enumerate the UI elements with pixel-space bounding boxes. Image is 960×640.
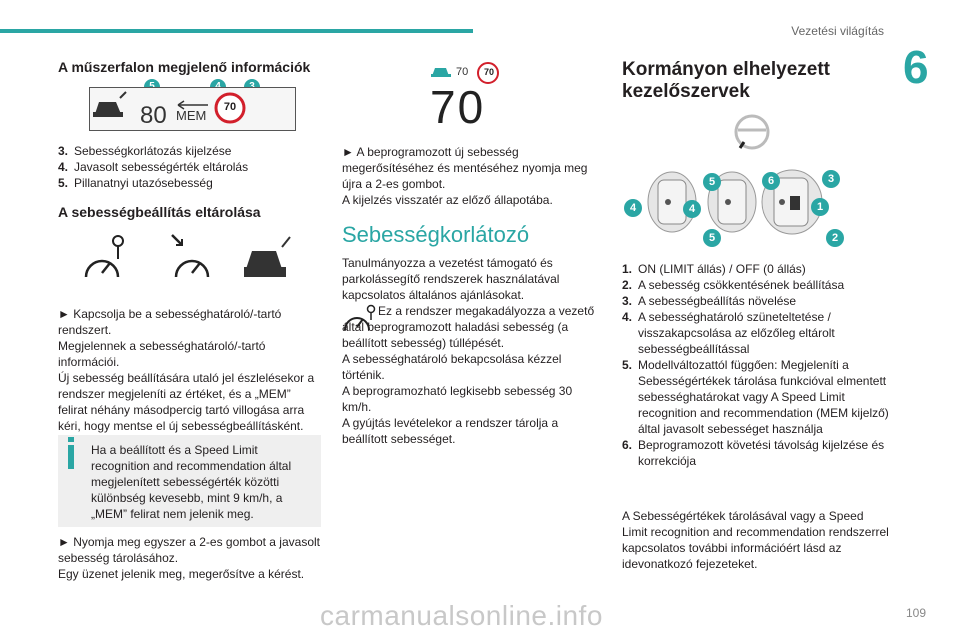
car-icon (93, 92, 126, 117)
list-item: 5. Pillanatnyi utazósebesség (58, 176, 213, 190)
mem-indicator: MEM (176, 108, 207, 123)
confirm-instructions (342, 144, 602, 208)
instruction-text: A kijelzés visszatér az előző állapotába. (342, 193, 553, 207)
callout-badge: 6 (762, 172, 780, 190)
recommendation-text: Tanulmányozza a vezetést támogató és parkolássegítő rendszerek használatával kapcsolatos általános ajánlásokat. (342, 256, 560, 302)
page-number: 109 (905, 606, 926, 620)
car-small-icon (431, 68, 451, 77)
list-item: 3. A sebességbeállítás növelése (622, 294, 797, 308)
info-text: Ha a beállított és a Speed Limit recognition and recommendation által megjelenített sebességérték közötti különbség kevesebb, mint 9 km/h, a „MEM” felirat nem jelenik meg. (91, 443, 292, 521)
store-instructions (58, 306, 320, 434)
instruction-text: Új sebesség beállítására utaló jel észlelésekor a rendszer megjeleníti az értéket, és a „MEM” felirat néhány másodpercig tartó villogása arra kéri, hogy mentse el új sebességbeállításként. (58, 371, 315, 433)
detail-text: A sebességhatároló bekapcsolása kézzel történik. (342, 352, 562, 382)
watermark: carmanualsonline.info (320, 600, 603, 631)
section-title-limiter: Sebességkorlátozó (342, 222, 530, 247)
speedometer-icon (86, 236, 123, 277)
callout-badge: 1 (811, 198, 829, 216)
section-title-controls: Kormányon elhelyezett kezelőszervek (622, 59, 830, 102)
list-item: 4. A sebességhatároló szüneteltetése / visszakapcsolása az előzőleg eltárolt sebességbeállítással (622, 310, 835, 356)
instruction-text: ► Kapcsolja be a sebességhatároló/-tartó rendszert. (58, 307, 282, 337)
info-note (58, 435, 321, 527)
instruction-text: Megjelennek a sebességhatároló/-tartó információi. (58, 339, 266, 369)
dashboard-list (58, 143, 318, 191)
speed-limit-value: 70 (223, 101, 237, 113)
chapter-number: 6 (903, 41, 929, 93)
callout-badge: 2 (826, 229, 844, 247)
detail-text: A gyújtás levételekor a rendszer tárolja a beállított sebességet. (342, 416, 559, 446)
instruction-text: Egy üzenet jelenik meg, megerősítve a kérést. (58, 567, 305, 581)
warning-text: Ez a rendszer megakadályozza a vezető által beprogramozott haladási sebesség (a beállított sebesség) túllépését. (342, 304, 595, 350)
list-item: 4. Javasolt sebességérték eltárolás (58, 160, 249, 174)
list-item: 5. Modellváltozattól függően: Megjeleníti a Sebességértékek tárolása funkcióval elmentett sebességhatárokat vagy A Speed Limit recognition and recommendation (MEM kijelző) által javasolt sebességet használja (622, 358, 889, 436)
car-speed-icon (244, 237, 290, 277)
set-speed-small: 70 (456, 66, 469, 78)
steering-wheel-icon (730, 112, 774, 152)
callout-badge: 4 (624, 199, 642, 217)
limiter-details (342, 351, 600, 447)
speedometer-arrow-icon (172, 235, 208, 277)
speed-store-icons (80, 233, 300, 289)
list-item: 3. Sebességkorlátozás kijelzése (58, 144, 232, 158)
info-icon (68, 445, 74, 469)
instruction-text: ► Nyomja meg egyszer a 2-es gombot a javasolt sebesség tárolásához. (58, 535, 320, 565)
current-speed: 80 (140, 102, 167, 129)
detail-text: A beprogramozható legkisebb sebesség 30 km/h. (342, 384, 573, 414)
section-title-dashboard: A műszerfalon megjelenő információk (58, 59, 311, 75)
limit-sign-value: 70 (483, 67, 494, 77)
store-instructions-2 (58, 534, 320, 582)
big-speed-value: 70 (430, 81, 486, 133)
list-item: 1. ON (LIMIT állás) / OFF (0 állás) (622, 262, 806, 276)
list-item: 6. Beprogramozott követési távolság kijelzése és korrekciója (622, 438, 885, 468)
section-title-store: A sebességbeállítás eltárolása (58, 204, 261, 220)
list-item: 2. A sebesség csökkentésének beállítása (622, 278, 845, 292)
header-accent-bar (0, 29, 473, 33)
callout-badge: 4 (683, 200, 701, 218)
dashboard-illustration (89, 87, 296, 131)
header-title: Vezetési világítás (791, 24, 884, 38)
callout-badge: 5 (703, 229, 721, 247)
callout-badge: 5 (703, 173, 721, 191)
footer-note: A Sebességértékek tárolásával vagy a Speed Limit recognition and recommendation rendszerrel kapcsolatos további információért lásd az idevonatkozó fejezeteket. (622, 509, 889, 571)
callout-badge: 3 (822, 170, 840, 188)
controls-list (622, 261, 892, 469)
instruction-text: ► A beprogramozott új sebesség megerősítéséhez és mentéséhez nyomja meg újra a 2-es gombot. (342, 145, 588, 191)
